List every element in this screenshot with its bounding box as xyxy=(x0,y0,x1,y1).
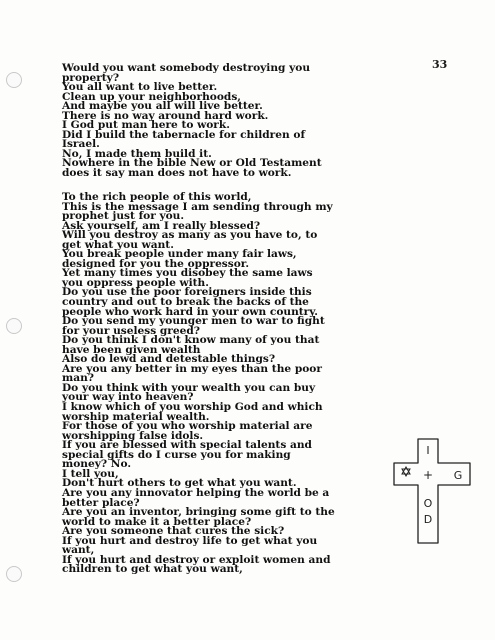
text-line: You break people under many fair laws, xyxy=(62,248,297,261)
cross-letter: O xyxy=(423,497,433,510)
text-line: Do you use the poor foreigners inside this xyxy=(62,286,312,299)
text-line: I tell you, xyxy=(62,467,119,480)
text-line: This is the message I am sending through my xyxy=(62,200,333,213)
text-line: Are you someone that cures the sick? xyxy=(62,525,285,538)
text-line: you oppress people with. xyxy=(62,276,209,289)
text-line: have been given wealth xyxy=(62,343,201,356)
text-line: for your useless greed? xyxy=(62,324,200,337)
text-line: special gifts do I curse you for making xyxy=(62,448,291,461)
text-line: Israel. xyxy=(62,138,100,151)
text-line: want, xyxy=(62,544,95,557)
star-of-david-icon xyxy=(402,467,410,476)
text-line: designed for you the oppressor. xyxy=(62,257,250,270)
text-line: And maybe you all will live better. xyxy=(62,100,263,113)
text-line: Do you think I don't know many of you that xyxy=(62,334,320,347)
text-line: children to get what you want, xyxy=(62,563,243,576)
text-line: Yet many times you disobey the same laws xyxy=(62,267,313,280)
binder-hole xyxy=(6,72,22,88)
text-line: Ask yourself, am I really blessed? xyxy=(62,219,261,232)
text-line: Are you any better in my eyes than the poor xyxy=(62,362,322,375)
text-line: Also do lewd and detestable things? xyxy=(62,353,276,366)
text-line: worship material wealth. xyxy=(62,410,210,423)
binder-hole xyxy=(6,318,22,334)
text-line: Did I build the tabernacle for children of xyxy=(62,128,306,141)
text-line: You all want to live better. xyxy=(62,81,218,94)
text-line: better place? xyxy=(62,496,140,509)
text-line: Do you think with your wealth you can buy xyxy=(62,381,316,394)
text-line: prophet just for you. xyxy=(62,210,185,223)
text-line: I know which of you worship God and which xyxy=(62,401,323,414)
page-number: 33 xyxy=(432,58,448,71)
text-line: Are you any innovator helping the world be a xyxy=(62,486,330,499)
text-line: property? xyxy=(62,71,120,84)
text-line: Will you destroy as many as you have to, to xyxy=(62,229,318,242)
text-line: If you hurt and destroy or exploit women and xyxy=(62,553,331,566)
text-line: There is no way around hard work. xyxy=(62,109,269,122)
text-line: If you hurt and destroy life to get what you xyxy=(62,534,318,547)
plus-mark: + xyxy=(422,468,434,482)
text-line: No, I made them build it. xyxy=(62,147,212,160)
text-line: money? No. xyxy=(62,458,132,471)
text-line: people who work hard in your own country. xyxy=(62,305,318,318)
text-line: Do you send my younger men to war to fight xyxy=(62,315,325,328)
text-line: get what you want. xyxy=(62,238,174,251)
cross-letter: I xyxy=(426,444,430,457)
text-line: Clean up your neighborhoods, xyxy=(62,90,241,103)
text-line: world to make it a better place? xyxy=(62,515,252,528)
text-line: I God put man here to work. xyxy=(62,119,230,132)
text-line: Are you an inventor, bringing some gift to the xyxy=(62,506,335,519)
binder-hole xyxy=(6,566,22,582)
text-line: If you are blessed with special talents and xyxy=(62,439,312,452)
text-line: To the rich people of this world, xyxy=(62,191,252,203)
text-line: man? xyxy=(62,372,94,385)
text-line: worshipping false idols. xyxy=(62,429,204,442)
text-line: Would you want somebody destroying you xyxy=(62,62,311,74)
text-line: Nowhere in the bible New or Old Testament xyxy=(62,157,322,170)
paragraph-rich-people xyxy=(62,193,402,575)
paragraph-work xyxy=(62,64,402,179)
text-line: For those of you who worship material are xyxy=(62,420,313,433)
text-line: does it say man does not have to work. xyxy=(62,167,292,180)
cross-letter: G xyxy=(453,469,463,482)
cross-letter: D xyxy=(423,513,433,526)
text-line: your way into heaven? xyxy=(62,391,194,404)
text-line: Don't hurt others to get what you want. xyxy=(62,477,297,490)
cross-drawing-icon xyxy=(390,437,474,547)
text-line: country and out to break the backs of the xyxy=(62,296,309,309)
